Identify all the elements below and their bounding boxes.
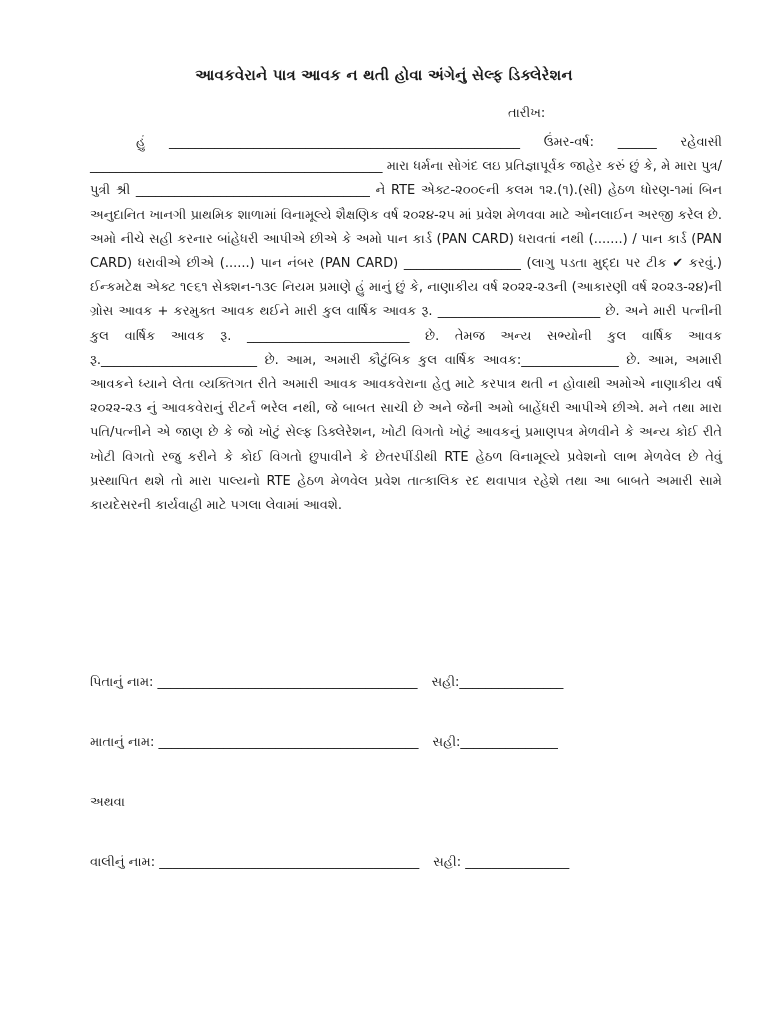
mother-sign-field: સહી:_______________ xyxy=(432,735,558,750)
document-title: આવકવેરાને પાત્ર આવક ન થતી હોવા અંગેનું સેલ્ફ ડિક્લેરેશન xyxy=(195,66,573,84)
father-signature-row xyxy=(90,675,722,690)
guardian-name-field: વાલીનું નામ: ________________________________________ xyxy=(90,855,420,870)
mother-signature-row xyxy=(90,735,722,750)
father-name-field: પિતાનું નામ: ________________________________________ xyxy=(90,675,418,690)
guardian-signature-row xyxy=(90,855,722,870)
or-separator: અથવા xyxy=(90,795,125,810)
declaration-body xyxy=(90,131,722,518)
guardian-sign-field: સહી: ________________ xyxy=(433,855,570,870)
declaration-paragraph: હું ______________________________________________________ ઉંમર-વર્ષ: ______ રહેવાસી _____________________________________________ મારા ધર્મના સોગંદ લઇ પ્રતિજ્ઞાપૂર્વક જાહેર કરું છું કે, મે મારા પુત્ર/પુત્રી શ્રી ____________________________________ ને RTE એક્ટ-૨૦૦૯ની કલમ ૧૨.(૧).(સી) હેઠળ ધોરણ-૧માં બિન અનુદાનિત ખાનગી પ્રાથમિક શાળામાં વિનામૂલ્યે શૈક્ષણિક વર્ષ ૨૦૨૪-૨૫ માં પ્રવેશ મેળવવા માટે ઓનલાઈન અરજી કરેલ છે. અમો નીચે સહી કરનાર બાંહેધરી આપીએ છીએ કે અમો પાન કાર્ડ (PAN CARD) ધરાવતાં નથી (.......) / પાન કાર્ડ (PAN CARD) ધરાવીએ છીએ (......) પાન નંબર (PAN CARD) __________________ (લાગુ પડતા મુદ્દા પર ટીક ✔ કરવું.) ઈન્કમટેક્ષ એક્ટ ૧૯૬૧ સેક્શન-૧૩૯ નિયમ પ્રમાણે હું માનું છું કે, નાણાકીય વર્ષ ૨૦૨૨-૨૩ની (આકારણી વર્ષ ૨૦૨૩-૨૪)ની ગ્રોસ આવક + કરમુક્ત આવક થઈને મારી કુલ વાર્ષિક આવક રૂ. _________________________ છે. અને મારી પત્નીની કુલ વાર્ષિક આવક રૂ. _________________________ છે. તેમજ અન્ય સભ્યોની કુલ વાર્ષિક આવક રૂ.________________________ છે. આમ, અમારી કૌટુંબિક કુલ વાર્ષિક આવક:_______________ છે. આમ, અમારી આવકને ધ્યાને લેતા વ્યક્તિગત રીતે અમારી આવક આવકવેરાના હેતુ માટે કરપાત્ર થતી ન હોવાથી અમોએ નાણાકીય વર્ષ ૨૦૨૨-૨૩ નું આવકવેરાનું રીટર્ન ભરેલ નથી, જે બાબત સાચી છે અને જેની અમો બાહેંધરી આપીએ છીએ. મને તથા મારા પતિ/પત્નીને એ જાણ છે કે જો ખોટું સેલ્ફ ડિક્લેરેશન, ખોટી વિગતો ખોટું આવકનું પ્રમાણપત્ર મેળવીને કે અન્ય કોઈ રીતે ખોટી વિગતો રજુ કરીને કે કોઈ વિગતો છુપાવીને કે છેતરપીંડીથી RTE હેઠળ વિનામૂલ્યે પ્રવેશનો લાભ મેળવેલ છે તેવું પ્રસ્થાપિત થશે તો મારા પાલ્યનો RTE હેઠળ મેળવેલ પ્રવેશ તાત્કાલિક રદ થવાપાત્ર રહેશે તથા આ બાબતે અમારી સામે કાયદેસરની કાર્યવાહી માટે પગલા લેવામાં આવશે. xyxy=(90,135,722,514)
father-sign-field: સહી:________________ xyxy=(431,675,564,690)
mother-name-field: માતાનું નામ: ________________________________________ xyxy=(90,735,419,750)
date-label: તારીખ: xyxy=(508,106,546,121)
